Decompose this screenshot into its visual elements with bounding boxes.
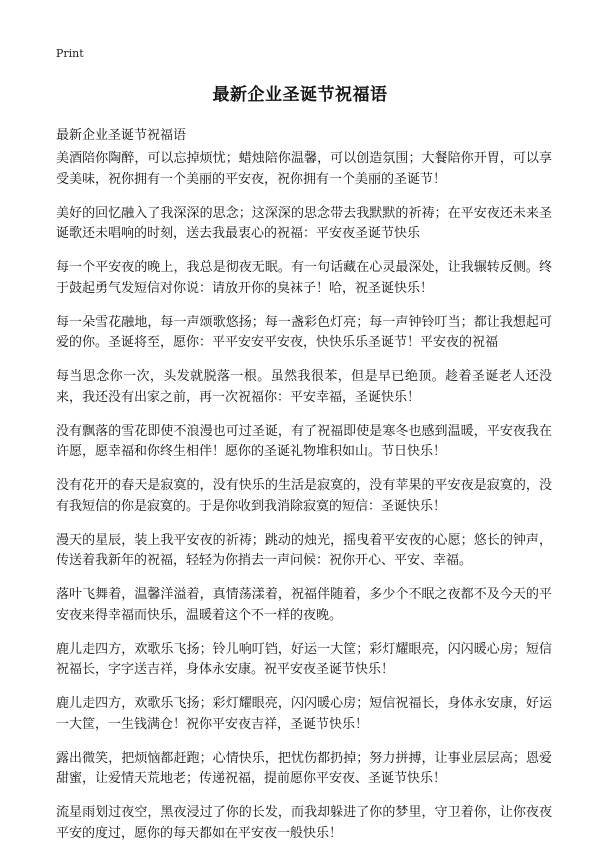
page-title: 最新企业圣诞节祝福语 xyxy=(212,85,388,105)
paragraph: 漫天的星辰，装上我平安夜的祈祷；跳动的烛光，摇曳着平安夜的心愿；悠长的钟声，传送着我新年的祝福，轻轻为你捎去一声问候：祝你开心、平安、幸福。 xyxy=(56,532,552,568)
print-link[interactable]: Print xyxy=(56,47,84,60)
document-subtitle: 最新企业圣诞节祝福语 xyxy=(56,128,187,143)
paragraph: 美好的回忆融入了我深深的思念；这深深的思念带去我默默的祈祷；在平安夜还未来圣诞歌还未唱响的时刻，送去我最衷心的祝福：平安夜圣诞节快乐 xyxy=(56,205,552,241)
paragraph: 美酒陪你陶醉，可以忘掉烦忧；蜡烛陪你温馨，可以创造氛围；大餐陪你开胃，可以享受美味，祝你拥有一个美丽的平安夜，祝你拥有一个美丽的圣诞节！ xyxy=(56,151,552,187)
article-body xyxy=(56,149,552,858)
paragraph: 露出微笑，把烦恼都赶跑；心情快乐，把忧伤都扔掉；努力拼搏，让事业层层高；恩爱甜蜜，让爱情天荒地老；传递祝福，提前愿你平安夜、圣诞节快乐！ xyxy=(56,750,552,786)
paragraph: 每当思念你一次，头发就脱落一根。虽然我很苯，但是早已绝顶。趁着圣诞老人还没来，我还没有出家之前，再一次祝福你：平安幸福，圣诞快乐！ xyxy=(56,369,552,405)
paragraph: 落叶飞舞着，温馨洋溢着，真情荡漾着，祝福伴随着，多少个不眠之夜都不及今天的平安夜来得幸福而快乐，温暖着这个不一样的夜晚。 xyxy=(56,587,552,623)
paragraph: 每一个平安夜的晚上，我总是彻夜无眠。有一句话藏在心灵最深处，让我辗转反侧。终于鼓起勇气发短信对你说：请放开你的臭袜子！哈，祝圣诞快乐！ xyxy=(56,260,552,296)
paragraph: 没有飘落的雪花即使不浪漫也可过圣诞，有了祝福即使是寒冬也感到温暖，平安夜我在许愿，愿幸福和你终生相伴！愿你的圣诞礼物堆积如山。节日快乐！ xyxy=(56,423,552,459)
paragraph: 每一朵雪花融地，每一声颂歌悠扬；每一盏彩色灯亮；每一声钟铃叮当；都让我想起可爱的你。圣诞将至，愿你：平平安安平安夜，快快乐乐圣诞节！平安夜的祝福 xyxy=(56,314,552,350)
paragraph: 流星雨划过夜空，黑夜浸过了你的长发，而我却躲进了你的梦里，守卫着你，让你夜夜平安的度过，愿你的每天都如在平安夜一般快乐！ xyxy=(56,805,552,841)
paragraph: 鹿儿走四方，欢歌乐飞扬；铃儿响叮铛，好运一大筐；彩灯耀眼亮，闪闪暖心房；短信祝福长，字字送吉祥，身体永安康。祝平安夜圣诞节快乐！ xyxy=(56,641,552,677)
paragraph: 鹿儿走四方，欢歌乐飞扬；彩灯耀眼亮，闪闪暖心房；短信祝福长，身体永安康，好运一大筐，一生钱满仓！祝你平安夜吉祥，圣诞节快乐！ xyxy=(56,696,552,732)
paragraph: 没有花开的春天是寂寞的，没有快乐的生活是寂寞的，没有苹果的平安夜是寂寞的，没有我短信的你是寂寞的。于是你收到我消除寂寞的短信：圣诞快乐！ xyxy=(56,478,552,514)
